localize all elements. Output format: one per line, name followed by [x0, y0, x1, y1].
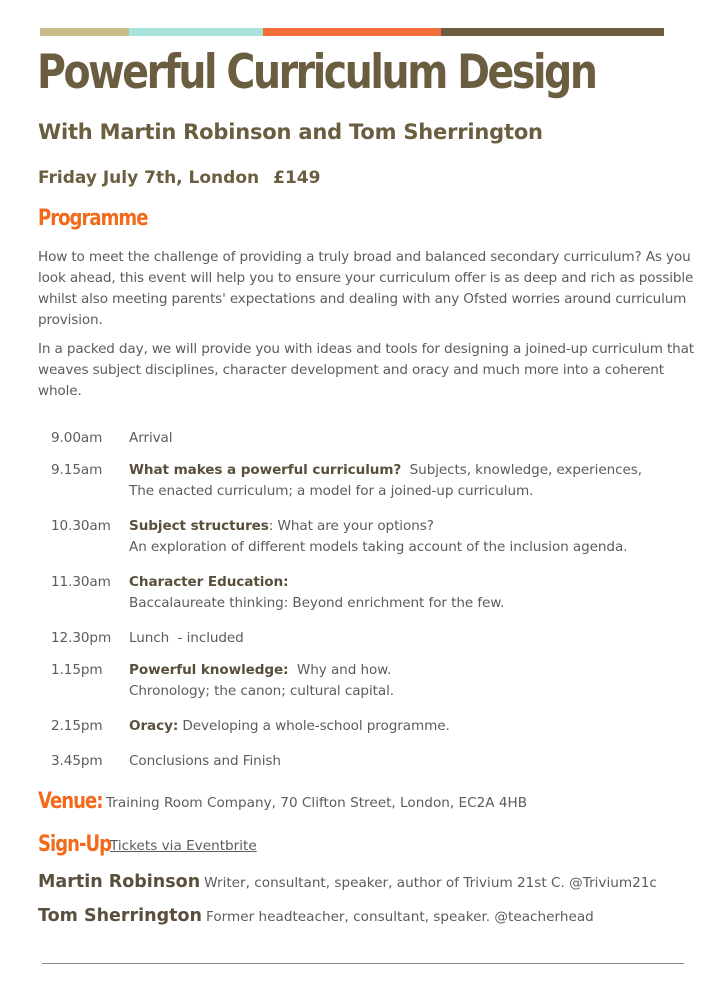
schedule-session-title: Oracy: — [129, 718, 179, 734]
venue-label: Venue: — [38, 789, 103, 814]
schedule-time: 10.30am — [51, 518, 111, 534]
schedule-description — [129, 716, 450, 737]
schedule-time: 3.45pm — [51, 753, 103, 769]
schedule-session-detail: Conclusions and Finish — [129, 753, 281, 769]
schedule-description — [129, 572, 504, 614]
schedule-session-title: What makes a powerful curriculum? — [129, 462, 402, 478]
signup-label: Sign-Up — [38, 832, 112, 857]
schedule-session-line2: Chronology; the canon; cultural capital. — [129, 683, 394, 699]
speaker-bio: Former headteacher, consultant, speaker. @teacherhead — [206, 909, 594, 925]
venue-address: Training Room Company, 70 Clifton Street, London, EC2A 4HB — [106, 795, 528, 811]
schedule-time: 2.15pm — [51, 718, 103, 734]
venue-heading-wrap — [38, 789, 117, 814]
speaker-name: Martin Robinson — [38, 872, 201, 892]
schedule-time: 1.15pm — [51, 662, 103, 678]
speaker-name: Tom Sherrington — [38, 906, 202, 926]
speaker-martin-robinson — [38, 872, 657, 892]
event-price: £149 — [273, 168, 321, 188]
schedule-time: 9.15am — [51, 462, 103, 478]
programme-heading-wrap — [38, 206, 172, 231]
schedule-session-line2: Baccalaureate thinking: Beyond enrichment for the few. — [129, 595, 505, 611]
page-subtitle: With Martin Robinson and Tom Sherrington — [38, 120, 543, 144]
intro-paragraph: How to meet the challenge of providing a truly broad and balanced secondary curriculum? As you look ahead, this event will help you to ensure your curriculum offer is as deep and rich as possible whilst also meeting parents' expectations and dealing with any Ofsted worries around curriculum provision. — [38, 249, 694, 328]
schedule-session-detail: Why and how. — [288, 662, 392, 678]
schedule-time: 11.30am — [51, 574, 111, 590]
decorative-color-bar — [40, 28, 664, 36]
schedule-description — [129, 516, 627, 558]
schedule-description — [129, 428, 172, 449]
schedule-session-line2: An exploration of different models taking account of the inclusion agenda. — [129, 539, 628, 555]
speaker-tom-sherrington — [38, 906, 594, 926]
schedule-description — [129, 628, 244, 649]
schedule-description — [129, 660, 394, 702]
schedule-session-title: Subject structures — [129, 518, 269, 534]
schedule-session-title: Powerful knowledge: — [129, 662, 289, 678]
schedule-session-detail: : What are your options? — [268, 518, 434, 534]
event-date-price — [38, 168, 320, 188]
schedule-description — [129, 460, 642, 502]
color-bar-segment-aqua — [129, 28, 263, 36]
schedule-session-detail: Developing a whole-school programme. — [178, 718, 450, 734]
schedule-time: 12.30pm — [51, 630, 112, 646]
schedule-session-title: Character Education: — [129, 574, 289, 590]
color-bar-segment-tan — [40, 28, 129, 36]
bottom-divider — [42, 963, 684, 964]
packed-day-paragraph: In a packed day, we will provide you with ideas and tools for designing a joined-up curriculum that weaves subject disciplines, character development and oracy and much more into a coherent whole. — [38, 341, 694, 399]
event-date-location: Friday July 7th, London — [38, 168, 260, 188]
programme-heading: Programme — [38, 206, 148, 231]
schedule-session-line2: The enacted curriculum; a model for a joined-up curriculum. — [129, 483, 534, 499]
color-bar-segment-orange — [263, 28, 441, 36]
schedule-time: 9.00am — [51, 430, 103, 446]
color-bar-segment-brown — [441, 28, 664, 36]
eventbrite-tickets-link[interactable]: Tickets via Eventbrite — [110, 838, 257, 854]
schedule-session-detail: Arrival — [129, 430, 173, 446]
schedule-session-detail: Lunch - included — [129, 630, 244, 646]
schedule-session-detail: Subjects, knowledge, experiences, — [401, 462, 642, 478]
schedule-description — [129, 751, 281, 772]
speaker-bio: Writer, consultant, speaker, author of Trivium 21st C. @Trivium21c — [204, 875, 657, 891]
page-title: Powerful Curriculum Design — [37, 45, 596, 100]
